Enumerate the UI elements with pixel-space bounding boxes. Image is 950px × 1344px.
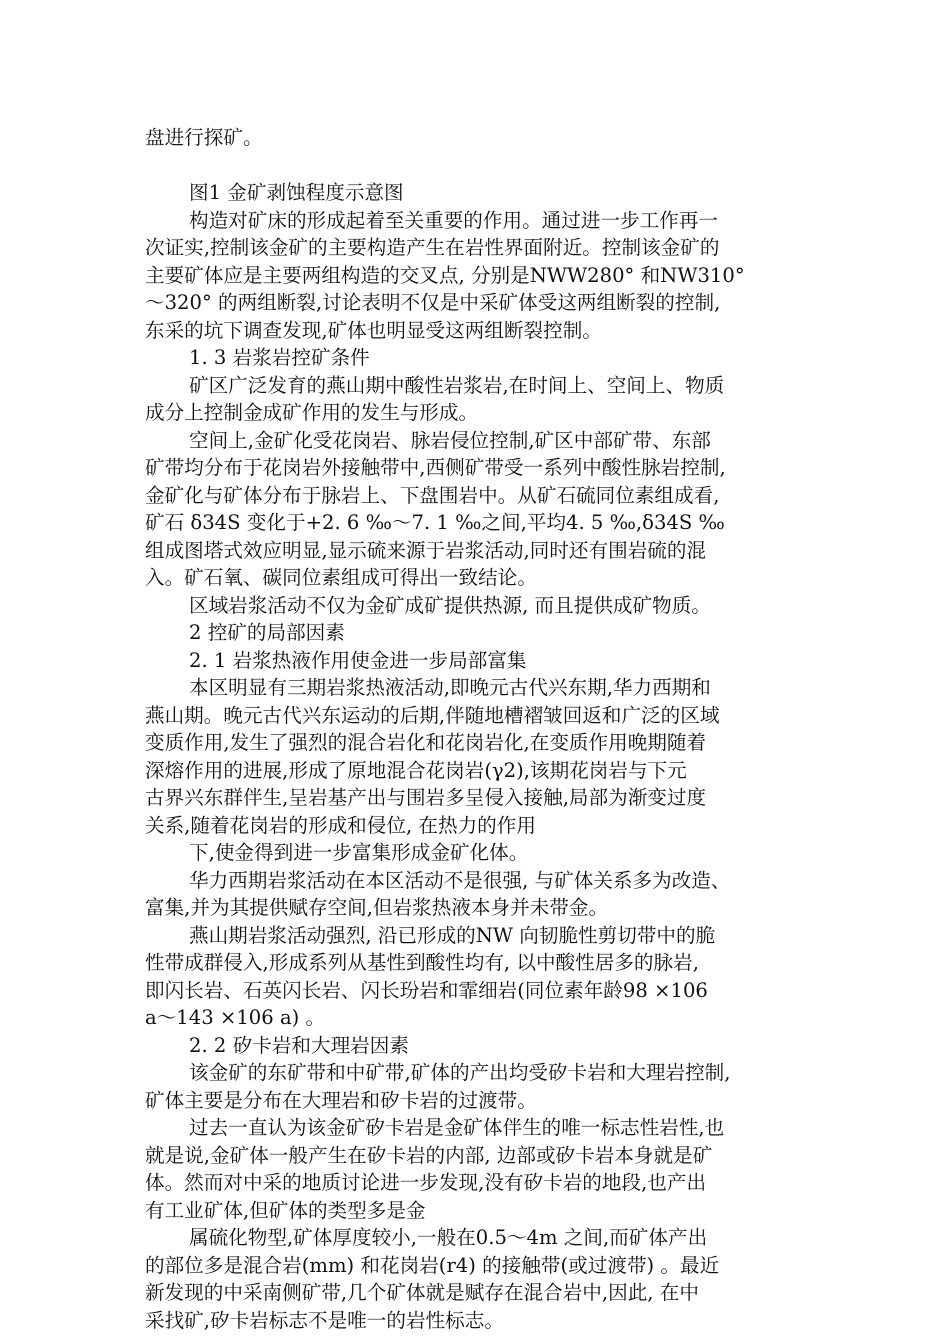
text-line: 矿体主要是分布在大理岩和矽卡岩的过渡带。 [145,1088,537,1112]
text-line: 属硫化物型,矿体厚度较小,一般在0.5～4m 之间,而矿体产出 [189,1226,708,1249]
text-line: 东采的坑下调查发现,矿体也明显受这两组断裂控制。 [145,318,602,342]
text-line: 盘进行探矿。 [145,126,263,149]
text-line: 体。然而对中采的地质讨论进一步发现,没有矽卡岩的地段,也产出 [145,1171,707,1194]
text-line: 深熔作用的进展,形成了原地混合花岗岩(γ2),该期花岗岩与下元 [145,758,687,782]
text-line: 性带成群侵入,形成系列从基性到酸性均有, 以中酸性居多的脉岩, [145,951,699,974]
text-line: 华力西期岩浆活动在本区活动不是很强, 与矿体关系多为改造、 [189,868,731,892]
text-line: 该金矿的东矿带和中矿带,矿体的产出均受矽卡岩和大理岩控制, [189,1061,731,1084]
blank-line [145,152,807,180]
text-line: 变质作用,发生了强烈的混合岩化和花岗岩化,在变质作用晚期随着 [145,731,707,754]
text-line: 矿石 δ34S 变化于+2. 6 ‰～7. 1 ‰之间,平均4. 5 ‰,δ34S ‰ [145,511,725,534]
text-line: 区域岩浆活动不仅为金矿成矿提供热源, 而且提供成矿物质。 [189,593,711,617]
text-line: 构造对矿床的形成起着至关重要的作用。通过进一步工作再一 [189,208,719,232]
text-line: 过去一直认为该金矿矽卡岩是金矿体伴生的唯一标志性岩性,也 [189,1116,725,1139]
text-line: 即闪长岩、石英闪长岩、闪长玢岩和霏细岩(同位素年龄98 ×106 [145,978,708,1002]
text-line: a～143 ×106 a) 。 [145,1006,326,1029]
text-line: 燕山期。晚元古代兴东运动的后期,伴随地槽褶皱回返和广泛的区域 [145,703,720,727]
text-line: 2. 1 岩浆热液作用使金进一步局部富集 [189,648,527,672]
text-line: 成分上控制金成矿作用的发生与形成。 [145,401,479,424]
text-line: 燕山期岩浆活动强烈, 沿已形成的NW 向韧脆性剪切带中的脆 [189,923,716,947]
text-line: 新发现的中采南侧矿带,几个矿体就是赋存在混合岩中,因此, 在中 [145,1281,699,1304]
text-line: 2 控矿的局部因素 [189,621,345,644]
text-line: 有工业矿体,但矿体的类型多是金 [145,1198,426,1222]
text-line: 金矿化与矿体分布于脉岩上、下盘围岩中。从矿石硫同位素组成看, [145,483,720,507]
text-line: 古界兴东群伴生,呈岩基产出与围岩多呈侵入接触,局部为渐变过度 [145,786,707,809]
text-line: 1. 3 岩浆岩控矿条件 [189,346,370,369]
text-line: 就是说,金矿体一般产生在矽卡岩的内部, 边部或矽卡岩本身就是矿 [145,1143,713,1167]
text-line: 图1 金矿剥蚀程度示意图 [189,181,404,204]
text-line: 关系,随着花岗岩的形成和侵位, 在热力的作用 [145,813,536,837]
text-line: 的部位多是混合岩(mm) 和花岗岩(r4) 的接触带(或过渡带) 。最近 [145,1253,720,1277]
text-line: 下,使金得到进一步富集形成金矿化体。 [189,841,529,864]
text-line: 组成图塔式效应明显,显示硫来源于岩浆活动,同时还有围岩硫的混 [145,538,707,562]
document-body [145,124,807,1334]
text-line: 2. 2 矽卡岩和大理岩因素 [189,1033,409,1057]
text-line: ～320° 的两组断裂,讨论表明不仅是中采矿体受这两组断裂的控制, [145,291,721,314]
text-line: 次证实,控制该金矿的主要构造产生在岩性界面附近。控制该金矿的 [145,236,720,259]
text-line: 空间上,金矿化受花岗岩、脉岩侵位控制,矿区中部矿带、东部 [189,428,711,452]
text-line: 矿带均分布于花岗岩外接触带中,西侧矿带受一系列中酸性脉岩控制, [145,456,726,479]
text-line: 矿区广泛发育的燕山期中酸性岩浆岩,在时间上、空间上、物质 [189,373,725,397]
text-line: 本区明显有三期岩浆热液活动,即晚元古代兴东期,华力西期和 [189,676,711,699]
text-line: 采找矿,矽卡岩标志不是唯一的岩性标志。 [145,1308,504,1332]
text-line: 富集,并为其提供赋存空间,但岩浆热液本身并未带金。 [145,896,609,919]
text-line: 主要矿体应是主要两组构造的交叉点, 分别是NWW280° 和NW310° [145,263,745,287]
text-line: 入。矿石氧、碳同位素组成可得出一致结论。 [145,566,537,589]
